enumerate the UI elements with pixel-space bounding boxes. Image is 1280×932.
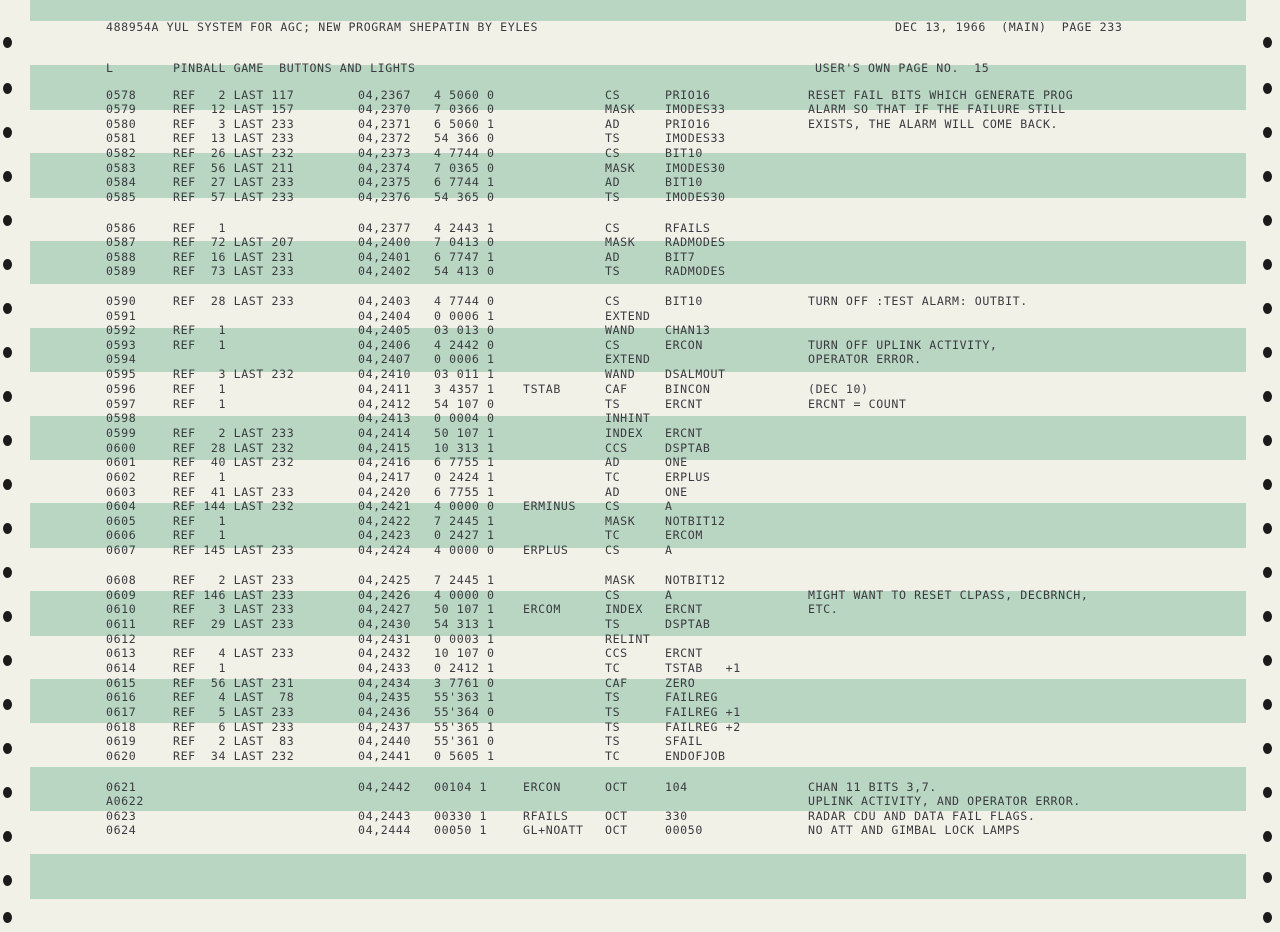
operand: BIT10 <box>665 294 703 308</box>
line-number: 0615 <box>106 676 137 690</box>
comment: OPERATOR ERROR. <box>808 352 922 366</box>
line-number: 0623 <box>106 809 137 823</box>
line-number: 0584 <box>106 175 137 189</box>
line-number: 0578 <box>106 88 137 102</box>
address: 04,2374 <box>358 161 412 175</box>
line-number: 0618 <box>106 720 137 734</box>
line-number: 0595 <box>106 367 137 381</box>
operand: ERCOM <box>665 528 703 542</box>
line-number: 0587 <box>106 235 137 249</box>
opcode: CS <box>605 88 621 102</box>
ref-count: REF 57 LAST 233 <box>173 190 295 204</box>
log-section-marker: L <box>106 61 114 75</box>
address: 04,2377 <box>358 221 412 235</box>
ref-count: REF 3 LAST 233 <box>173 602 295 616</box>
line-number: 0606 <box>106 528 137 542</box>
line-number: 0583 <box>106 161 137 175</box>
octal-word: 54 413 0 <box>434 264 495 278</box>
address: 04,2372 <box>358 131 412 145</box>
ref-count: REF 1 <box>173 470 227 484</box>
opcode: MASK <box>605 573 636 587</box>
address: 04,2425 <box>358 573 412 587</box>
opcode: CS <box>605 294 621 308</box>
operand: ZERO <box>665 676 696 690</box>
octal-word: 55'364 0 <box>434 705 495 719</box>
opcode: WAND <box>605 367 636 381</box>
page-header-right: DEC 13, 1966 (MAIN) PAGE 233 <box>895 20 1123 34</box>
address: 04,2416 <box>358 455 412 469</box>
operand: DSALMOUT <box>665 367 726 381</box>
symbol-label: ERCON <box>523 780 561 794</box>
ref-count: REF 1 <box>173 661 227 675</box>
operand: FAILREG +2 <box>665 720 741 734</box>
opcode: INDEX <box>605 426 643 440</box>
octal-word: 4 0000 0 <box>434 499 495 513</box>
opcode: CS <box>605 588 621 602</box>
line-number: A0622 <box>106 794 144 808</box>
operand: ONE <box>665 485 688 499</box>
opcode: TC <box>605 470 621 484</box>
ref-count: REF 2 LAST 83 <box>173 734 295 748</box>
octal-word: 00104 1 <box>434 780 488 794</box>
octal-word: 7 2445 1 <box>434 573 495 587</box>
opcode: CS <box>605 146 621 160</box>
operand: A <box>665 499 673 513</box>
symbol-label: GL+NOATT <box>523 823 584 837</box>
octal-word: 0 0006 1 <box>434 352 495 366</box>
address: 04,2403 <box>358 294 412 308</box>
ref-count: REF 144 LAST 232 <box>173 499 295 513</box>
comment: CHAN 11 BITS 3,7. <box>808 780 937 794</box>
ref-count: REF 146 LAST 233 <box>173 588 295 602</box>
address: 04,2420 <box>358 485 412 499</box>
address: 04,2411 <box>358 382 412 396</box>
octal-word: 10 107 0 <box>434 646 495 660</box>
opcode: CS <box>605 338 621 352</box>
operand: IMODES30 <box>665 190 726 204</box>
log-section-title: PINBALL GAME BUTTONS AND LIGHTS <box>173 61 416 75</box>
opcode: TS <box>605 617 621 631</box>
octal-word: 3 7761 0 <box>434 676 495 690</box>
address: 04,2434 <box>358 676 412 690</box>
operand: BINCON <box>665 382 711 396</box>
line-number: 0607 <box>106 543 137 557</box>
operand: ERCNT <box>665 602 703 616</box>
operand: IMODES30 <box>665 161 726 175</box>
address: 04,2442 <box>358 780 412 794</box>
line-number: 0621 <box>106 780 137 794</box>
address: 04,2412 <box>358 397 412 411</box>
address: 04,2375 <box>358 175 412 189</box>
ref-count: REF 1 <box>173 397 227 411</box>
line-number: 0613 <box>106 646 137 660</box>
opcode: TC <box>605 749 621 763</box>
ref-count: REF 28 LAST 233 <box>173 294 295 308</box>
operand: DSPTAB <box>665 441 711 455</box>
opcode: MASK <box>605 102 636 116</box>
ref-count: REF 28 LAST 232 <box>173 441 295 455</box>
ref-count: REF 3 LAST 232 <box>173 367 295 381</box>
operand: IMODES33 <box>665 131 726 145</box>
line-number: 0592 <box>106 323 137 337</box>
address: 04,2443 <box>358 809 412 823</box>
octal-word: 10 313 1 <box>434 441 495 455</box>
opcode: CAF <box>605 382 628 396</box>
line-number: 0610 <box>106 602 137 616</box>
opcode: CS <box>605 499 621 513</box>
line-number: 0593 <box>106 338 137 352</box>
operand: ERCNT <box>665 646 703 660</box>
octal-word: 7 0413 0 <box>434 235 495 249</box>
octal-word: 7 0365 0 <box>434 161 495 175</box>
address: 04,2414 <box>358 426 412 440</box>
operand: ERCNT <box>665 397 703 411</box>
octal-word: 54 107 0 <box>434 397 495 411</box>
operand: FAILREG <box>665 690 719 704</box>
opcode: CCS <box>605 441 628 455</box>
address: 04,2410 <box>358 367 412 381</box>
opcode: MASK <box>605 235 636 249</box>
operand: BIT10 <box>665 146 703 160</box>
ref-count: REF 3 LAST 233 <box>173 117 295 131</box>
octal-word: 6 7755 1 <box>434 485 495 499</box>
operand: CHAN13 <box>665 323 711 337</box>
octal-word: 4 5060 0 <box>434 88 495 102</box>
comment: TURN OFF :TEST ALARM: OUTBIT. <box>808 294 1028 308</box>
line-number: 0590 <box>106 294 137 308</box>
line-number: 0598 <box>106 411 137 425</box>
octal-word: 00050 1 <box>434 823 488 837</box>
opcode: CS <box>605 543 621 557</box>
ref-count: REF 26 LAST 232 <box>173 146 295 160</box>
ref-count: REF 72 LAST 207 <box>173 235 295 249</box>
octal-word: 6 7747 1 <box>434 250 495 264</box>
line-number: 0617 <box>106 705 137 719</box>
address: 04,2427 <box>358 602 412 616</box>
opcode: INHINT <box>605 411 651 425</box>
ref-count: REF 13 LAST 233 <box>173 131 295 145</box>
ref-count: REF 40 LAST 232 <box>173 455 295 469</box>
operand: NOTBIT12 <box>665 514 726 528</box>
ref-count: REF 1 <box>173 338 227 352</box>
line-number: 0589 <box>106 264 137 278</box>
opcode: TS <box>605 264 621 278</box>
ref-count: REF 27 LAST 233 <box>173 175 295 189</box>
line-number: 0611 <box>106 617 137 631</box>
opcode: CCS <box>605 646 628 660</box>
comment: UPLINK ACTIVITY, AND OPERATOR ERROR. <box>808 794 1081 808</box>
address: 04,2424 <box>358 543 412 557</box>
operand: IMODES33 <box>665 102 726 116</box>
user-page-number: USER'S OWN PAGE NO. 15 <box>815 61 990 75</box>
octal-word: 4 0000 0 <box>434 588 495 602</box>
opcode: AD <box>605 455 621 469</box>
symbol-label: ERPLUS <box>523 543 569 557</box>
opcode: TS <box>605 690 621 704</box>
operand: BIT7 <box>665 250 696 264</box>
line-number: 0604 <box>106 499 137 513</box>
address: 04,2421 <box>358 499 412 513</box>
ref-count: REF 34 LAST 232 <box>173 749 295 763</box>
address: 04,2373 <box>358 146 412 160</box>
opcode: MASK <box>605 514 636 528</box>
ref-count: REF 145 LAST 233 <box>173 543 295 557</box>
opcode: TC <box>605 661 621 675</box>
octal-word: 4 2442 0 <box>434 338 495 352</box>
line-number: 0581 <box>106 131 137 145</box>
address: 04,2415 <box>358 441 412 455</box>
address: 04,2444 <box>358 823 412 837</box>
ref-count: REF 56 LAST 231 <box>173 676 295 690</box>
octal-word: 0 2412 1 <box>434 661 495 675</box>
address: 04,2431 <box>358 632 412 646</box>
line-number: 0599 <box>106 426 137 440</box>
address: 04,2402 <box>358 264 412 278</box>
address: 04,2433 <box>358 661 412 675</box>
ref-count: REF 1 <box>173 221 227 235</box>
opcode: AD <box>605 117 621 131</box>
line-number: 0616 <box>106 690 137 704</box>
octal-word: 0 0003 1 <box>434 632 495 646</box>
operand: A <box>665 588 673 602</box>
opcode: RELINT <box>605 632 651 646</box>
line-number: 0600 <box>106 441 137 455</box>
line-number: 0594 <box>106 352 137 366</box>
ref-count: REF 1 <box>173 528 227 542</box>
operand: 104 <box>665 780 688 794</box>
address: 04,2440 <box>358 734 412 748</box>
address: 04,2407 <box>358 352 412 366</box>
opcode: AD <box>605 175 621 189</box>
line-number: 0603 <box>106 485 137 499</box>
ref-count: REF 56 LAST 211 <box>173 161 295 175</box>
opcode: AD <box>605 485 621 499</box>
octal-word: 0 5605 1 <box>434 749 495 763</box>
octal-word: 7 0366 0 <box>434 102 495 116</box>
octal-word: 55'363 1 <box>434 690 495 704</box>
symbol-label: ERMINUS <box>523 499 577 513</box>
opcode: WAND <box>605 323 636 337</box>
octal-word: 3 4357 1 <box>434 382 495 396</box>
opcode: TC <box>605 528 621 542</box>
octal-word: 55'361 0 <box>434 734 495 748</box>
comment: TURN OFF UPLINK ACTIVITY, <box>808 338 998 352</box>
symbol-label: RFAILS <box>523 809 569 823</box>
symbol-label: ERCOM <box>523 602 561 616</box>
address: 04,2441 <box>358 749 412 763</box>
octal-word: 4 7744 0 <box>434 146 495 160</box>
address: 04,2426 <box>358 588 412 602</box>
opcode: TS <box>605 734 621 748</box>
opcode: OCT <box>605 780 628 794</box>
address: 04,2422 <box>358 514 412 528</box>
line-number: 0588 <box>106 250 137 264</box>
ref-count: REF 12 LAST 157 <box>173 102 295 116</box>
operand: DSPTAB <box>665 617 711 631</box>
octal-word: 6 7755 1 <box>434 455 495 469</box>
octal-word: 54 313 1 <box>434 617 495 631</box>
operand: RFAILS <box>665 221 711 235</box>
operand: NOTBIT12 <box>665 573 726 587</box>
ref-count: REF 2 LAST 233 <box>173 573 295 587</box>
ref-count: REF 6 LAST 233 <box>173 720 295 734</box>
operand: ERCON <box>665 338 703 352</box>
address: 04,2423 <box>358 528 412 542</box>
octal-word: 0 2427 1 <box>434 528 495 542</box>
ref-count: REF 2 LAST 117 <box>173 88 295 102</box>
opcode: AD <box>605 250 621 264</box>
address: 04,2376 <box>358 190 412 204</box>
ref-count: REF 4 LAST 233 <box>173 646 295 660</box>
ref-count: REF 1 <box>173 323 227 337</box>
page-header-left: 488954A YUL SYSTEM FOR AGC; NEW PROGRAM SHEPATIN BY EYLES <box>106 20 539 34</box>
address: 04,2400 <box>358 235 412 249</box>
operand: A <box>665 543 673 557</box>
address: 04,2404 <box>358 309 412 323</box>
comment: NO ATT AND GIMBAL LOCK LAMPS <box>808 823 1021 837</box>
line-number: 0602 <box>106 470 137 484</box>
comment: EXISTS, THE ALARM WILL COME BACK. <box>808 117 1059 131</box>
address: 04,2430 <box>358 617 412 631</box>
address: 04,2401 <box>358 250 412 264</box>
octal-word: 0 0006 1 <box>434 309 495 323</box>
octal-word: 50 107 1 <box>434 602 495 616</box>
octal-word: 55'365 1 <box>434 720 495 734</box>
comment: (DEC 10) <box>808 382 869 396</box>
opcode: TS <box>605 397 621 411</box>
ref-count: REF 29 LAST 233 <box>173 617 295 631</box>
ref-count: REF 5 LAST 233 <box>173 705 295 719</box>
ref-count: REF 1 <box>173 514 227 528</box>
operand: FAILREG +1 <box>665 705 741 719</box>
opcode: MASK <box>605 161 636 175</box>
opcode: TS <box>605 131 621 145</box>
comment: RADAR CDU AND DATA FAIL FLAGS. <box>808 809 1036 823</box>
address: 04,2370 <box>358 102 412 116</box>
operand: TSTAB +1 <box>665 661 741 675</box>
octal-word: 4 7744 0 <box>434 294 495 308</box>
opcode: CS <box>605 221 621 235</box>
opcode: OCT <box>605 823 628 837</box>
line-number: 0608 <box>106 573 137 587</box>
line-number: 0605 <box>106 514 137 528</box>
opcode: INDEX <box>605 602 643 616</box>
opcode: EXTEND <box>605 309 651 323</box>
operand: ERCNT <box>665 426 703 440</box>
comment: ALARM SO THAT IF THE FAILURE STILL <box>808 102 1066 116</box>
comment: MIGHT WANT TO RESET CLPASS, DECBRNCH, <box>808 588 1089 602</box>
octal-word: 4 2443 1 <box>434 221 495 235</box>
address: 04,2417 <box>358 470 412 484</box>
comment: ETC. <box>808 602 839 616</box>
octal-word: 0 2424 1 <box>434 470 495 484</box>
octal-word: 6 7744 1 <box>434 175 495 189</box>
line-number: 0582 <box>106 146 137 160</box>
octal-word: 6 5060 1 <box>434 117 495 131</box>
opcode: EXTEND <box>605 352 651 366</box>
opcode: TS <box>605 705 621 719</box>
line-number: 0596 <box>106 382 137 396</box>
address: 04,2432 <box>358 646 412 660</box>
address: 04,2437 <box>358 720 412 734</box>
line-number: 0597 <box>106 397 137 411</box>
address: 04,2436 <box>358 705 412 719</box>
line-number: 0612 <box>106 632 137 646</box>
operand: 330 <box>665 809 688 823</box>
line-number: 0580 <box>106 117 137 131</box>
octal-word: 00330 1 <box>434 809 488 823</box>
line-number: 0579 <box>106 102 137 116</box>
line-number: 0620 <box>106 749 137 763</box>
opcode: OCT <box>605 809 628 823</box>
octal-word: 03 011 1 <box>434 367 495 381</box>
octal-word: 03 013 0 <box>434 323 495 337</box>
comment: ERCNT = COUNT <box>808 397 907 411</box>
operand: ENDOFJOB <box>665 749 726 763</box>
ref-count: REF 1 <box>173 382 227 396</box>
ref-count: REF 73 LAST 233 <box>173 264 295 278</box>
line-number: 0614 <box>106 661 137 675</box>
octal-word: 4 0000 0 <box>434 543 495 557</box>
operand: PRIO16 <box>665 88 711 102</box>
opcode: TS <box>605 190 621 204</box>
ref-count: REF 16 LAST 231 <box>173 250 295 264</box>
address: 04,2371 <box>358 117 412 131</box>
octal-word: 54 365 0 <box>434 190 495 204</box>
operand: ONE <box>665 455 688 469</box>
operand: SFAIL <box>665 734 703 748</box>
operand: RADMODES <box>665 264 726 278</box>
symbol-label: TSTAB <box>523 382 561 396</box>
opcode: CAF <box>605 676 628 690</box>
address: 04,2406 <box>358 338 412 352</box>
octal-word: 0 0004 0 <box>434 411 495 425</box>
address: 04,2367 <box>358 88 412 102</box>
line-number: 0586 <box>106 221 137 235</box>
operand: 00050 <box>665 823 703 837</box>
line-number: 0619 <box>106 734 137 748</box>
ref-count: REF 2 LAST 233 <box>173 426 295 440</box>
comment: RESET FAIL BITS WHICH GENERATE PROG <box>808 88 1074 102</box>
operand: RADMODES <box>665 235 726 249</box>
opcode: TS <box>605 720 621 734</box>
address: 04,2405 <box>358 323 412 337</box>
octal-word: 50 107 1 <box>434 426 495 440</box>
line-number: 0624 <box>106 823 137 837</box>
operand: ERPLUS <box>665 470 711 484</box>
line-number: 0591 <box>106 309 137 323</box>
address: 04,2435 <box>358 690 412 704</box>
ref-count: REF 41 LAST 233 <box>173 485 295 499</box>
ref-count: REF 4 LAST 78 <box>173 690 295 704</box>
octal-word: 54 366 0 <box>434 131 495 145</box>
line-number: 0609 <box>106 588 137 602</box>
address: 04,2413 <box>358 411 412 425</box>
operand: BIT10 <box>665 175 703 189</box>
line-number: 0601 <box>106 455 137 469</box>
octal-word: 7 2445 1 <box>434 514 495 528</box>
line-number: 0585 <box>106 190 137 204</box>
operand: PRIO16 <box>665 117 711 131</box>
